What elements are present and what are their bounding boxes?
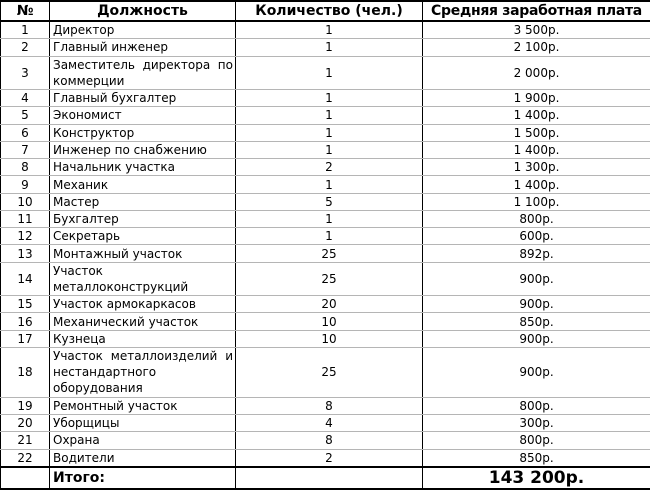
row-position: Мастер [50, 193, 236, 210]
row-salary: 2 100р. [423, 39, 650, 56]
row-count: 2 [236, 159, 423, 176]
row-position: Участок металлоконструкций [50, 262, 236, 296]
row-count: 25 [236, 262, 423, 296]
row-position: Участок армокаркасов [50, 296, 236, 313]
row-count: 1 [236, 210, 423, 227]
row-salary: 900р. [423, 296, 650, 313]
table-row [1, 313, 650, 330]
table-row [1, 245, 650, 262]
total-row [1, 467, 650, 489]
table-row [1, 176, 650, 193]
row-salary: 600р. [423, 228, 650, 245]
table-row [1, 449, 650, 467]
row-count: 1 [236, 124, 423, 141]
row-position: Инженер по снабжению [50, 141, 236, 158]
row-position: Начальник участка [50, 159, 236, 176]
row-number: 19 [1, 397, 50, 414]
row-count: 10 [236, 330, 423, 347]
row-position: Водители [50, 449, 236, 467]
table-body [1, 21, 650, 467]
table-row [1, 210, 650, 227]
row-position: Главный бухгалтер [50, 90, 236, 107]
table-row [1, 159, 650, 176]
row-position: Участок металлоизделий и нестандартного оборудования [50, 348, 236, 398]
row-number: 3 [1, 56, 50, 90]
row-number: 11 [1, 210, 50, 227]
row-salary: 1 100р. [423, 193, 650, 210]
row-position: Директор [50, 21, 236, 39]
row-number: 13 [1, 245, 50, 262]
table-footer [1, 467, 650, 489]
row-position: Ремонтный участок [50, 397, 236, 414]
row-count: 5 [236, 193, 423, 210]
row-count: 20 [236, 296, 423, 313]
row-count: 8 [236, 432, 423, 449]
row-number: 17 [1, 330, 50, 347]
row-position: Механический участок [50, 313, 236, 330]
row-number: 20 [1, 415, 50, 432]
header-position: Должность [50, 1, 236, 21]
row-number: 5 [1, 107, 50, 124]
row-salary: 800р. [423, 397, 650, 414]
row-position: Экономист [50, 107, 236, 124]
table-row [1, 228, 650, 245]
row-salary: 3 500р. [423, 21, 650, 39]
row-position: Монтажный участок [50, 245, 236, 262]
row-position: Уборщицы [50, 415, 236, 432]
row-number: 15 [1, 296, 50, 313]
header-number: № [1, 1, 50, 21]
row-number: 22 [1, 449, 50, 467]
row-position: Заместитель директора по коммерции [50, 56, 236, 90]
row-count: 10 [236, 313, 423, 330]
total-count-cell [236, 467, 423, 489]
row-number: 4 [1, 90, 50, 107]
row-number: 1 [1, 21, 50, 39]
row-count: 1 [236, 90, 423, 107]
row-salary: 800р. [423, 210, 650, 227]
row-position: Механик [50, 176, 236, 193]
header-row [1, 1, 650, 21]
table-row [1, 330, 650, 347]
table-row [1, 432, 650, 449]
row-count: 2 [236, 449, 423, 467]
row-number: 21 [1, 432, 50, 449]
table-row [1, 90, 650, 107]
row-number: 9 [1, 176, 50, 193]
table-row [1, 56, 650, 90]
table-row [1, 107, 650, 124]
total-spacer [1, 467, 50, 489]
row-count: 1 [236, 56, 423, 90]
table-row [1, 296, 650, 313]
row-salary: 2 000р. [423, 56, 650, 90]
row-salary: 1 400р. [423, 176, 650, 193]
row-position: Главный инженер [50, 39, 236, 56]
row-salary: 900р. [423, 262, 650, 296]
table-row [1, 262, 650, 296]
row-count: 1 [236, 21, 423, 39]
row-number: 12 [1, 228, 50, 245]
table-row [1, 397, 650, 414]
row-number: 14 [1, 262, 50, 296]
row-count: 4 [236, 415, 423, 432]
header-count: Количество (чел.) [236, 1, 423, 21]
row-count: 1 [236, 107, 423, 124]
row-salary: 850р. [423, 313, 650, 330]
row-salary: 1 500р. [423, 124, 650, 141]
row-salary: 850р. [423, 449, 650, 467]
table-row [1, 141, 650, 158]
total-salary: 143 200р. [423, 467, 650, 489]
row-number: 10 [1, 193, 50, 210]
row-salary: 900р. [423, 330, 650, 347]
row-position: Охрана [50, 432, 236, 449]
row-position: Конструктор [50, 124, 236, 141]
row-count: 8 [236, 397, 423, 414]
row-salary: 1 900р. [423, 90, 650, 107]
row-count: 25 [236, 245, 423, 262]
header-salary: Средняя заработная плата [423, 1, 650, 21]
row-salary: 1 400р. [423, 141, 650, 158]
row-count: 1 [236, 228, 423, 245]
row-count: 1 [236, 141, 423, 158]
row-salary: 1 300р. [423, 159, 650, 176]
row-salary: 800р. [423, 432, 650, 449]
row-salary: 900р. [423, 348, 650, 398]
row-salary: 300р. [423, 415, 650, 432]
table-row [1, 415, 650, 432]
row-count: 1 [236, 176, 423, 193]
row-number: 7 [1, 141, 50, 158]
row-number: 6 [1, 124, 50, 141]
row-position: Бухгалтер [50, 210, 236, 227]
table-row [1, 124, 650, 141]
table-row [1, 39, 650, 56]
row-number: 16 [1, 313, 50, 330]
row-salary: 892р. [423, 245, 650, 262]
row-number: 2 [1, 39, 50, 56]
row-position: Кузнеца [50, 330, 236, 347]
row-count: 1 [236, 39, 423, 56]
row-number: 8 [1, 159, 50, 176]
table-row [1, 348, 650, 398]
total-label: Итого: [50, 467, 236, 489]
row-salary: 1 400р. [423, 107, 650, 124]
row-count: 25 [236, 348, 423, 398]
row-position: Секретарь [50, 228, 236, 245]
table-row [1, 21, 650, 39]
table-row [1, 193, 650, 210]
table-header [1, 1, 650, 21]
row-number: 18 [1, 348, 50, 398]
